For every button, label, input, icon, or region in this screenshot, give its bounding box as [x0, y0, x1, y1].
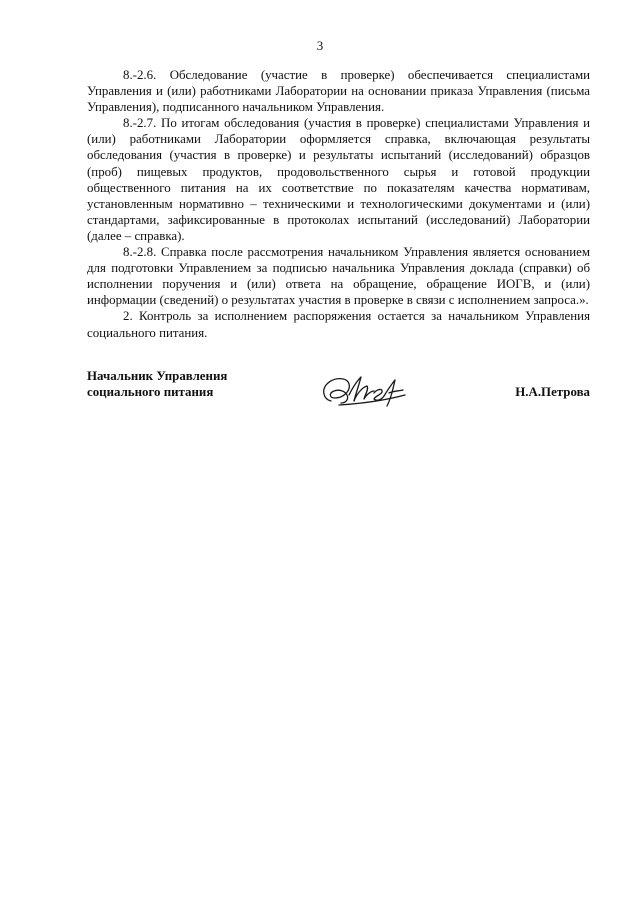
paragraph-8-2-7: 8.-2.7. По итогам обследования (участия в проверке) специалистами Управления и (или) работниками Лаборатории оформляется справка, включающая результаты обследования (участия в проверке) и результаты испытаний (исследований) образцов (проб) пищевых продуктов, продовольственного сырья и готовой продукции общественного питания на их соответствие по показателям качества нормативам, установленным нормативно – техническими и технологическими документами и (или) стандартами, зафиксированные в протоколах испытаний (исследований) Лаборатории (далее – справка). [87, 116, 590, 243]
paragraph-control: 2. Контроль за исполнением распоряжения остается за начальником Управления социального питания. [87, 309, 590, 340]
document-body [87, 67, 590, 341]
signer-position-line-2: социального питания [87, 385, 214, 400]
page-number: 3 [316, 38, 324, 53]
signer-position-line-1: Начальник Управления [87, 369, 228, 383]
signature-block [87, 368, 590, 408]
signer-name: Н.А.Петрова [515, 385, 590, 399]
handwritten-signature [319, 371, 411, 409]
paragraph-8-2-6: 8.-2.6. Обследование (участие в проверке) обеспечивается специалистами Управления и (или) работниками Лаборатории на основании приказа Управления (письма Управления), подписанного начальником Управления. [87, 68, 590, 115]
paragraph-8-2-8: 8.-2.8. Справка после рассмотрения начальником Управления является основанием для подготовки Управлением за подписью начальника Управления доклада (справки) об исполнении поручения и (или) ответа на обращение, обращение ИОГВ, и (или) информации (сведений) о результатах участия в проверке в связи с исполнением запроса.». [87, 245, 590, 308]
signer-position [87, 368, 227, 401]
